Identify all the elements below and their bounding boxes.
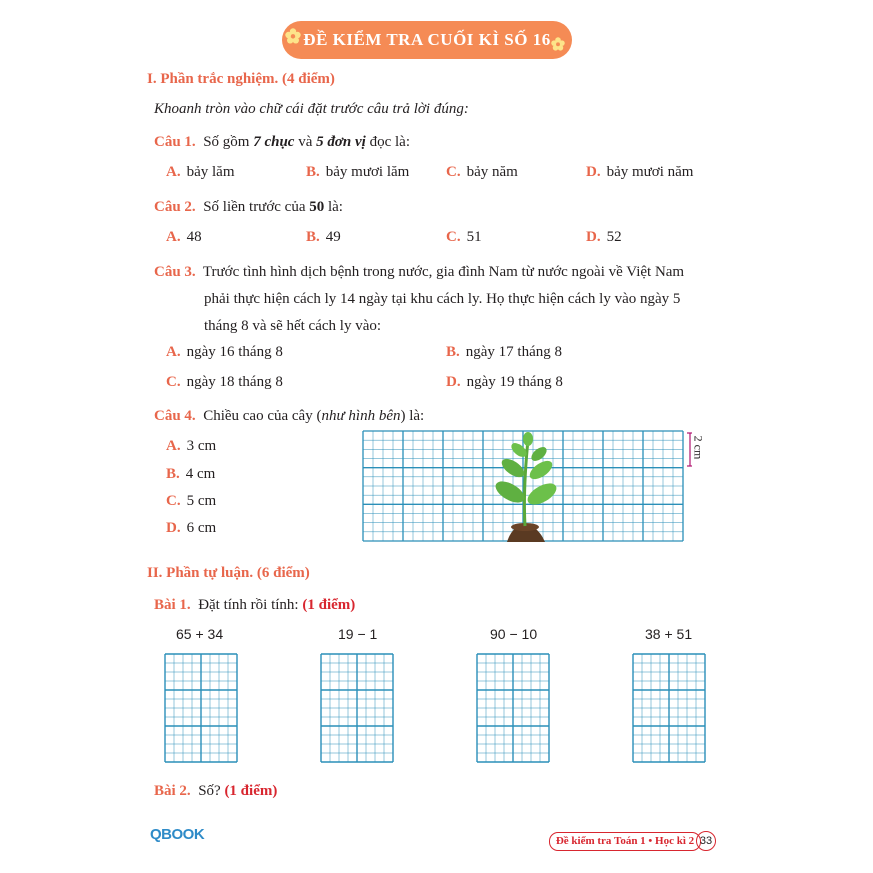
q2-option-c[interactable] [446, 229, 482, 246]
option-text: ngày 18 tháng 8 [186, 374, 283, 390]
q4-text-b: như hình bên [321, 408, 401, 424]
page-number: 33 [696, 831, 716, 851]
question-3-label: Câu 3. [154, 264, 196, 280]
part2-heading [147, 565, 310, 582]
option-text: ngày 16 tháng 8 [186, 344, 283, 360]
q2-option-b[interactable] [306, 229, 341, 246]
option-text: 5 cm [186, 493, 217, 509]
option-letter: D. [166, 520, 181, 536]
q4-option-b[interactable] [166, 466, 215, 483]
q1-text-c: và [298, 134, 313, 150]
question-3 [154, 264, 684, 281]
q4-option-a[interactable] [166, 438, 216, 455]
question-1-label: Câu 1. [154, 134, 196, 150]
q2-text-b: 50 [309, 199, 325, 215]
calc-grid-1[interactable] [164, 653, 239, 763]
option-letter: B. [306, 229, 320, 245]
plant-icon [492, 432, 560, 542]
part2-points: (6 điểm) [256, 565, 310, 581]
part1-points: (4 điểm) [282, 71, 335, 87]
q1-text-d: 5 đơn vị [316, 134, 366, 150]
flower-left-icon [285, 28, 301, 44]
option-letter: A. [166, 344, 181, 360]
q1-text-e: đọc là: [369, 134, 410, 150]
expression-4: 38 + 51 [645, 626, 693, 642]
q4-text-a: Chiều cao của cây ( [203, 408, 322, 424]
q4-text-c: ) là: [400, 408, 425, 424]
q3-line-3: tháng 8 và sẽ hết cách ly vào: [204, 318, 382, 334]
option-letter: B. [306, 164, 320, 180]
plant-grid-figure [362, 430, 692, 544]
question-2-label: Câu 2. [154, 199, 196, 215]
page-title-text: ĐỀ KIỂM TRA CUỐI KÌ SỐ 16 [303, 30, 551, 49]
option-letter: D. [586, 164, 601, 180]
q1-option-b[interactable] [306, 164, 409, 181]
q2-text-a: Số liền trước của [203, 199, 306, 215]
option-letter: C. [446, 229, 461, 245]
exercise-1 [154, 597, 355, 614]
page-title [282, 21, 572, 59]
option-text: bảy mươi lăm [325, 164, 410, 180]
q2-option-a[interactable] [166, 229, 202, 246]
calc-grid-3[interactable] [476, 653, 551, 763]
part1-instruction: Khoanh tròn vào chữ cái đặt trước câu trả lời đúng: [154, 101, 469, 117]
option-text: ngày 17 tháng 8 [465, 344, 562, 360]
q3-option-a[interactable] [166, 344, 283, 361]
expression-3: 90 − 10 [490, 626, 538, 642]
question-2 [154, 199, 343, 216]
option-letter: A. [166, 229, 181, 245]
q4-option-c[interactable] [166, 493, 216, 510]
part1-title: I. Phần trắc nghiệm. [147, 71, 279, 87]
option-text: bảy mươi năm [606, 164, 694, 180]
exercise-2-points: (1 điểm) [224, 783, 278, 799]
exercise-1-points: (1 điểm) [302, 597, 356, 613]
flower-right-icon [551, 37, 565, 51]
part2-title: II. Phần tự luận. [147, 565, 254, 581]
expression-2: 19 − 1 [338, 626, 378, 642]
option-text: bảy lăm [186, 164, 235, 180]
scale-label-wrap [691, 428, 708, 468]
option-text: 51 [466, 229, 482, 245]
q1-text-b: 7 chục [253, 134, 295, 150]
q2-text-c: là: [327, 199, 343, 215]
exercise-1-text: Đặt tính rồi tính: [198, 597, 299, 613]
option-letter: D. [446, 374, 461, 390]
option-letter: C. [166, 374, 181, 390]
exercise-2 [154, 783, 277, 800]
exercise-1-label: Bài 1. [154, 597, 191, 613]
option-text: 3 cm [186, 438, 217, 454]
logo-text: QBOOK [150, 826, 205, 843]
option-letter: B. [446, 344, 460, 360]
option-letter: B. [166, 466, 180, 482]
option-letter: C. [166, 493, 181, 509]
expression-1: 65 + 34 [176, 626, 224, 642]
option-letter: A. [166, 438, 181, 454]
q3-option-c[interactable] [166, 374, 283, 391]
q3-option-b[interactable] [446, 344, 562, 361]
q4-option-d[interactable] [166, 520, 216, 537]
calc-grid-4[interactable] [632, 653, 707, 763]
q3-line-2: phải thực hiện cách ly 14 ngày tại khu cách ly. Họ thực hiện cách ly vào ngày 5 [204, 291, 681, 307]
calc-grid-2[interactable] [320, 653, 395, 763]
option-text: bảy năm [466, 164, 518, 180]
option-letter: D. [586, 229, 601, 245]
part1-heading [147, 71, 335, 88]
footer-badge: Đề kiểm tra Toán 1 • Học kì 2 [549, 832, 701, 851]
question-4 [154, 408, 424, 425]
option-letter: C. [446, 164, 461, 180]
q3-option-d[interactable] [446, 374, 563, 391]
q1-option-d[interactable] [586, 164, 693, 181]
option-text: ngày 19 tháng 8 [466, 374, 563, 390]
qbook-logo [150, 826, 204, 844]
exercise-2-text: Số? [198, 783, 221, 799]
q1-text-a: Số gồm [203, 134, 250, 150]
scale-label: 2 cm [691, 435, 706, 460]
q1-option-c[interactable] [446, 164, 518, 181]
option-letter: A. [166, 164, 181, 180]
q2-option-d[interactable] [586, 229, 622, 246]
q1-option-a[interactable] [166, 164, 235, 181]
q3-line-1: Trước tình hình dịch bệnh trong nước, gia đình Nam từ nước ngoài về Việt Nam [202, 264, 685, 280]
option-text: 48 [186, 229, 202, 245]
exercise-2-label: Bài 2. [154, 783, 191, 799]
question-1 [154, 134, 410, 151]
option-text: 4 cm [185, 466, 216, 482]
option-text: 52 [606, 229, 622, 245]
option-text: 6 cm [186, 520, 217, 536]
question-4-label: Câu 4. [154, 408, 196, 424]
option-text: 49 [325, 229, 341, 245]
